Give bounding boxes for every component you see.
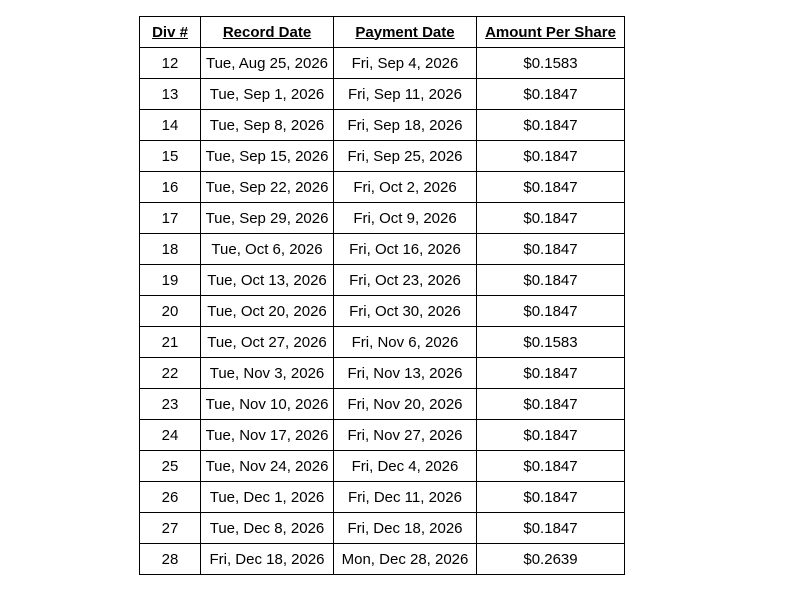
table-row xyxy=(140,79,625,110)
amount-cell: $0.1847 xyxy=(477,79,625,110)
payment-date-cell: Fri, Oct 30, 2026 xyxy=(334,296,477,327)
record-date-cell: Tue, Nov 10, 2026 xyxy=(201,389,334,420)
div-number-cell: 22 xyxy=(140,358,201,389)
table-row xyxy=(140,327,625,358)
payment-date-cell: Fri, Sep 4, 2026 xyxy=(334,48,477,79)
amount-cell: $0.1847 xyxy=(477,265,625,296)
amount-cell: $0.1847 xyxy=(477,482,625,513)
payment-date-cell: Fri, Dec 11, 2026 xyxy=(334,482,477,513)
record-date-cell: Tue, Nov 3, 2026 xyxy=(201,358,334,389)
amount-cell: $0.1847 xyxy=(477,513,625,544)
amount-cell: $0.1847 xyxy=(477,296,625,327)
div-number-cell: 26 xyxy=(140,482,201,513)
table-row xyxy=(140,358,625,389)
record-date-cell: Tue, Sep 15, 2026 xyxy=(201,141,334,172)
div-number-cell: 18 xyxy=(140,234,201,265)
amount-cell: $0.1847 xyxy=(477,234,625,265)
div-number-cell: 17 xyxy=(140,203,201,234)
div-number-cell: 19 xyxy=(140,265,201,296)
div-number-cell: 12 xyxy=(140,48,201,79)
record-date-cell: Tue, Dec 1, 2026 xyxy=(201,482,334,513)
payment-date-cell: Fri, Sep 11, 2026 xyxy=(334,79,477,110)
payment-date-cell: Mon, Dec 28, 2026 xyxy=(334,544,477,575)
record-date-cell: Tue, Oct 6, 2026 xyxy=(201,234,334,265)
table-row xyxy=(140,482,625,513)
table-body xyxy=(140,48,625,575)
payment-date-cell: Fri, Sep 25, 2026 xyxy=(334,141,477,172)
div-number-cell: 25 xyxy=(140,451,201,482)
record-date-cell: Fri, Dec 18, 2026 xyxy=(201,544,334,575)
amount-cell: $0.2639 xyxy=(477,544,625,575)
payment-date-cell: Fri, Oct 2, 2026 xyxy=(334,172,477,203)
amount-cell: $0.1847 xyxy=(477,110,625,141)
table-row xyxy=(140,48,625,79)
div-number-cell: 21 xyxy=(140,327,201,358)
div-number-cell: 28 xyxy=(140,544,201,575)
record-date-cell: Tue, Sep 8, 2026 xyxy=(201,110,334,141)
table-row xyxy=(140,110,625,141)
record-date-cell: Tue, Sep 29, 2026 xyxy=(201,203,334,234)
table-row xyxy=(140,544,625,575)
table-row xyxy=(140,451,625,482)
div-number-cell: 20 xyxy=(140,296,201,327)
payment-date-cell: Fri, Nov 13, 2026 xyxy=(334,358,477,389)
header-record-date: Record Date xyxy=(201,17,334,48)
record-date-cell: Tue, Oct 27, 2026 xyxy=(201,327,334,358)
amount-cell: $0.1847 xyxy=(477,358,625,389)
amount-cell: $0.1847 xyxy=(477,389,625,420)
payment-date-cell: Fri, Nov 27, 2026 xyxy=(334,420,477,451)
header-row xyxy=(140,17,625,48)
amount-cell: $0.1847 xyxy=(477,203,625,234)
record-date-cell: Tue, Nov 17, 2026 xyxy=(201,420,334,451)
table-row xyxy=(140,420,625,451)
table-row xyxy=(140,172,625,203)
payment-date-cell: Fri, Sep 18, 2026 xyxy=(334,110,477,141)
table-row xyxy=(140,296,625,327)
header-amount-per-share: Amount Per Share xyxy=(477,17,625,48)
payment-date-cell: Fri, Nov 6, 2026 xyxy=(334,327,477,358)
table-header xyxy=(140,17,625,48)
table-row xyxy=(140,265,625,296)
table-row xyxy=(140,203,625,234)
amount-cell: $0.1847 xyxy=(477,141,625,172)
div-number-cell: 23 xyxy=(140,389,201,420)
header-payment-date: Payment Date xyxy=(334,17,477,48)
record-date-cell: Tue, Aug 25, 2026 xyxy=(201,48,334,79)
record-date-cell: Tue, Sep 22, 2026 xyxy=(201,172,334,203)
record-date-cell: Tue, Dec 8, 2026 xyxy=(201,513,334,544)
table-row xyxy=(140,389,625,420)
div-number-cell: 27 xyxy=(140,513,201,544)
amount-cell: $0.1583 xyxy=(477,48,625,79)
record-date-cell: Tue, Oct 20, 2026 xyxy=(201,296,334,327)
table-row xyxy=(140,234,625,265)
payment-date-cell: Fri, Nov 20, 2026 xyxy=(334,389,477,420)
payment-date-cell: Fri, Dec 4, 2026 xyxy=(334,451,477,482)
record-date-cell: Tue, Sep 1, 2026 xyxy=(201,79,334,110)
header-div-number: Div # xyxy=(140,17,201,48)
div-number-cell: 15 xyxy=(140,141,201,172)
table-row xyxy=(140,513,625,544)
div-number-cell: 13 xyxy=(140,79,201,110)
div-number-cell: 16 xyxy=(140,172,201,203)
payment-date-cell: Fri, Dec 18, 2026 xyxy=(334,513,477,544)
payment-date-cell: Fri, Oct 23, 2026 xyxy=(334,265,477,296)
amount-cell: $0.1847 xyxy=(477,451,625,482)
div-number-cell: 24 xyxy=(140,420,201,451)
amount-cell: $0.1583 xyxy=(477,327,625,358)
record-date-cell: Tue, Nov 24, 2026 xyxy=(201,451,334,482)
amount-cell: $0.1847 xyxy=(477,420,625,451)
payment-date-cell: Fri, Oct 16, 2026 xyxy=(334,234,477,265)
record-date-cell: Tue, Oct 13, 2026 xyxy=(201,265,334,296)
table-row xyxy=(140,141,625,172)
dividend-schedule-table xyxy=(139,16,625,575)
payment-date-cell: Fri, Oct 9, 2026 xyxy=(334,203,477,234)
amount-cell: $0.1847 xyxy=(477,172,625,203)
div-number-cell: 14 xyxy=(140,110,201,141)
